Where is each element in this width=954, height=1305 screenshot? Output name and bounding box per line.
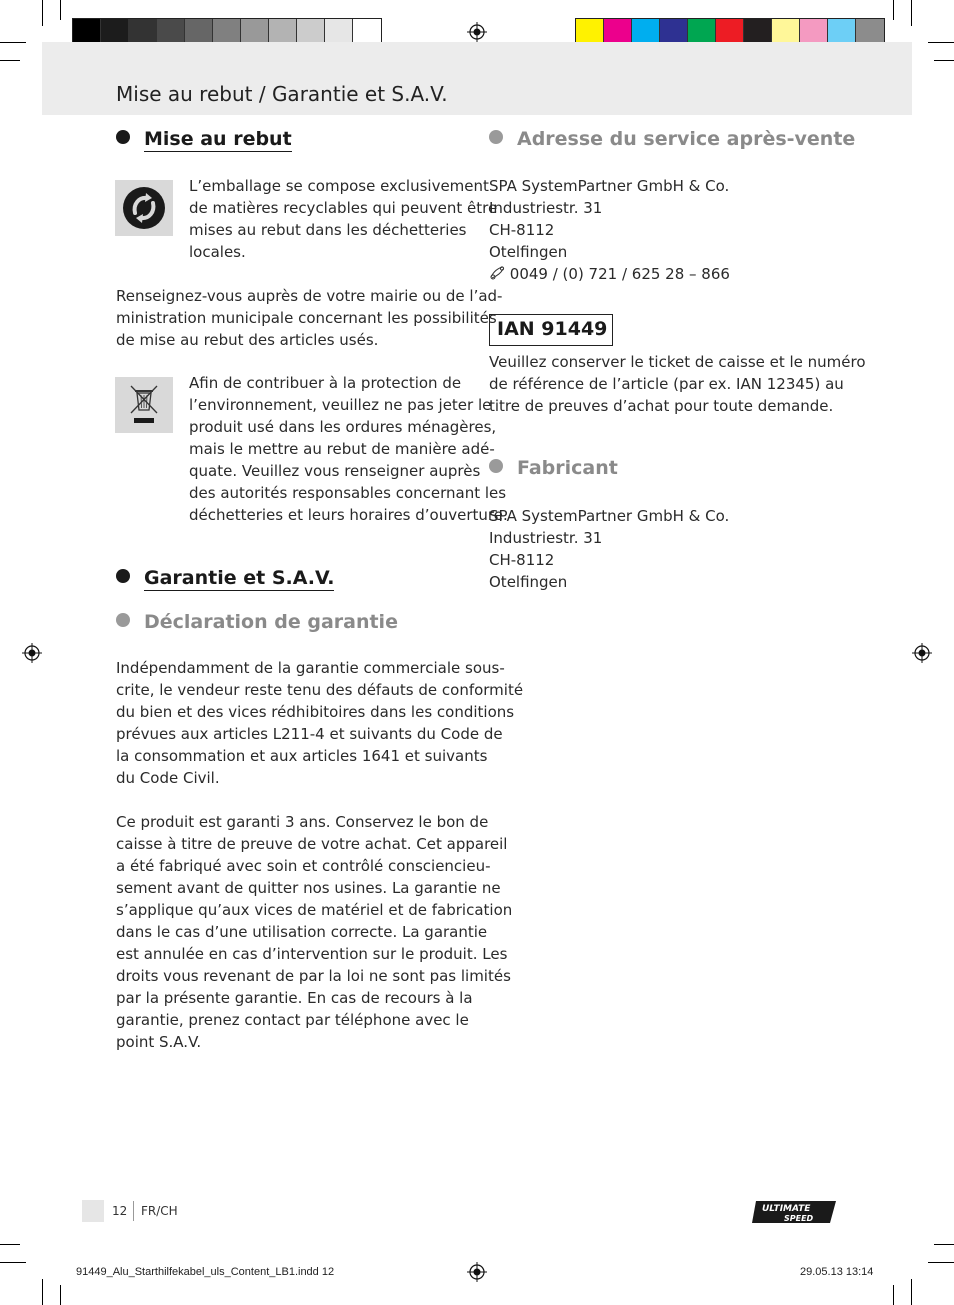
registration-mark-icon <box>912 643 932 663</box>
text-line: caisse à titre de preuve de votre achat. Cet appareil <box>116 835 508 853</box>
bullet-icon <box>116 130 130 144</box>
crop-mark <box>934 1244 954 1245</box>
text-line: des autorités responsables concernant les <box>189 484 507 502</box>
ian-text <box>489 351 866 417</box>
svg-text:ULTIMATE: ULTIMATE <box>762 1204 811 1214</box>
text-line: par la présente garantie. En cas de recours à la <box>116 989 473 1007</box>
text-line: prévues aux articles L211-4 et suivants du Code de <box>116 725 503 743</box>
crop-mark <box>0 1262 26 1263</box>
registration-mark-icon <box>467 1262 487 1282</box>
text-line: Renseignez-vous auprès de votre mairie ou de l’ad- <box>116 287 503 305</box>
text-line: SPA SystemPartner GmbH & Co. <box>489 507 730 525</box>
text-line: L’emballage se compose exclusivement <box>189 177 489 195</box>
ian-box: IAN 91449 <box>489 314 613 346</box>
text-line: titre de preuves d’achat pour toute demande. <box>489 397 834 415</box>
language-code: FR/CH <box>141 1204 178 1218</box>
bullet-icon <box>116 569 130 583</box>
text-line: s’applique qu’aux vices de matériel et de fabrication <box>116 901 513 919</box>
text-line: du Code Civil. <box>116 769 220 787</box>
crop-mark <box>0 60 20 61</box>
bullet-icon <box>489 130 503 144</box>
text-line: droits vous revenant de par la loi ne sont pas limités <box>116 967 511 985</box>
text-line: CH-8112 <box>489 221 555 239</box>
crop-mark <box>893 1285 894 1305</box>
text-line: a été fabriqué avec soin et contrôlé consciencieu- <box>116 857 491 875</box>
crop-mark <box>911 0 912 26</box>
text-line: Industriestr. 31 <box>489 199 603 217</box>
text-line: est annulée en cas d’intervention sur le produit. Les <box>116 945 508 963</box>
weee-icon-box <box>115 377 173 433</box>
page-title: Mise au rebut / Garantie et S.A.V. <box>116 82 448 106</box>
text-line: produit usé dans les ordures ménagères, <box>189 418 497 436</box>
crop-mark <box>42 0 43 26</box>
warranty-declaration-heading: Déclaration de garantie <box>116 611 398 633</box>
svg-text:SPEED: SPEED <box>784 1214 814 1223</box>
slug-date: 29.05.13 13:14 <box>800 1266 874 1278</box>
registration-mark-icon <box>22 643 42 663</box>
crop-mark <box>893 0 894 20</box>
text-line: de référence de l’article (par ex. IAN 12345) au <box>489 375 844 393</box>
text-line: point S.A.V. <box>116 1033 202 1051</box>
text-line: ministration municipale concernant les possibilités <box>116 309 497 327</box>
page-number-box <box>82 1200 104 1222</box>
text-line: de matières recyclables qui peuvent être <box>189 199 498 217</box>
text-line: locales. <box>189 243 246 261</box>
text-line: mais le mettre au rebut de manière adé- <box>189 440 495 458</box>
text-line: la consommation et aux articles 1641 et suivants <box>116 747 488 765</box>
service-address-heading: Adresse du service après-vente <box>489 128 855 150</box>
crop-mark <box>60 1285 61 1305</box>
crop-mark <box>928 1262 954 1263</box>
registration-mark-icon <box>467 22 487 42</box>
text-line: Afin de contribuer à la protection de <box>189 374 462 392</box>
text-line: Industriestr. 31 <box>489 529 603 547</box>
text-line: de mise au rebut des articles usés. <box>116 331 379 349</box>
crossed-out-bin-icon <box>115 377 173 433</box>
service-address <box>489 175 729 263</box>
text-line: dans le cas d’une utilisation correcte. La garantie <box>116 923 488 941</box>
disposal-heading: Mise au rebut <box>116 128 292 150</box>
text-line: sement avant de quitter nos usines. La garantie ne <box>116 879 501 897</box>
disposal-info-text <box>116 285 502 351</box>
text-line: du bien et des vices rédhibitoires dans les conditions <box>116 703 515 721</box>
slug-file-info: 91449_Alu_Starthilfekabel_uls_Content_LB1.indd 12 <box>76 1266 335 1278</box>
crop-mark <box>928 42 954 43</box>
crop-mark <box>42 1279 43 1305</box>
crop-mark <box>0 1244 20 1245</box>
text-line: quate. Veuillez vous renseigner auprès <box>189 462 481 480</box>
crop-mark <box>0 42 26 43</box>
warranty-heading: Garantie et S.A.V. <box>116 567 334 589</box>
text-line: Indépendamment de la garantie commerciale sous- <box>116 659 505 677</box>
manufacturer-heading: Fabricant <box>489 457 618 479</box>
text-line: Otelfingen <box>489 573 568 591</box>
text-line: l’environnement, veuillez ne pas jeter le <box>189 396 492 414</box>
warranty-paragraph-2 <box>116 811 512 1053</box>
recycling-text <box>189 175 497 263</box>
text-line: mises au rebut dans les déchetteries <box>189 221 467 239</box>
bullet-icon <box>489 459 503 473</box>
page-number: 12 <box>112 1204 128 1218</box>
recycling-icon-box <box>115 180 173 236</box>
text-line: garantie, prenez contact par téléphone avec le <box>116 1011 469 1029</box>
text-line: SPA SystemPartner GmbH & Co. <box>489 177 730 195</box>
manufacturer-address <box>489 505 729 593</box>
phone-icon <box>489 266 505 280</box>
text-line: Veuillez conserver le ticket de caisse et le numéro <box>489 353 866 371</box>
footer-divider <box>133 1201 134 1221</box>
text-line: crite, le vendeur reste tenu des défauts de conformité <box>116 681 524 699</box>
text-line: déchetteries et leurs horaires d’ouverture. <box>189 506 508 524</box>
service-phone: 0049 / (0) 721 / 625 28 – 866 <box>489 263 730 285</box>
warranty-paragraph-1 <box>116 657 523 789</box>
crop-mark <box>60 0 61 20</box>
text-line: Ce produit est garanti 3 ans. Conservez le bon de <box>116 813 489 831</box>
ultimate-speed-logo <box>752 1199 838 1225</box>
bullet-icon <box>116 613 130 627</box>
text-line: Otelfingen <box>489 243 568 261</box>
green-dot-recycling-icon <box>115 180 173 236</box>
weee-text <box>189 372 508 526</box>
crop-mark <box>934 60 954 61</box>
text-line: CH-8112 <box>489 551 555 569</box>
crop-mark <box>911 1279 912 1305</box>
